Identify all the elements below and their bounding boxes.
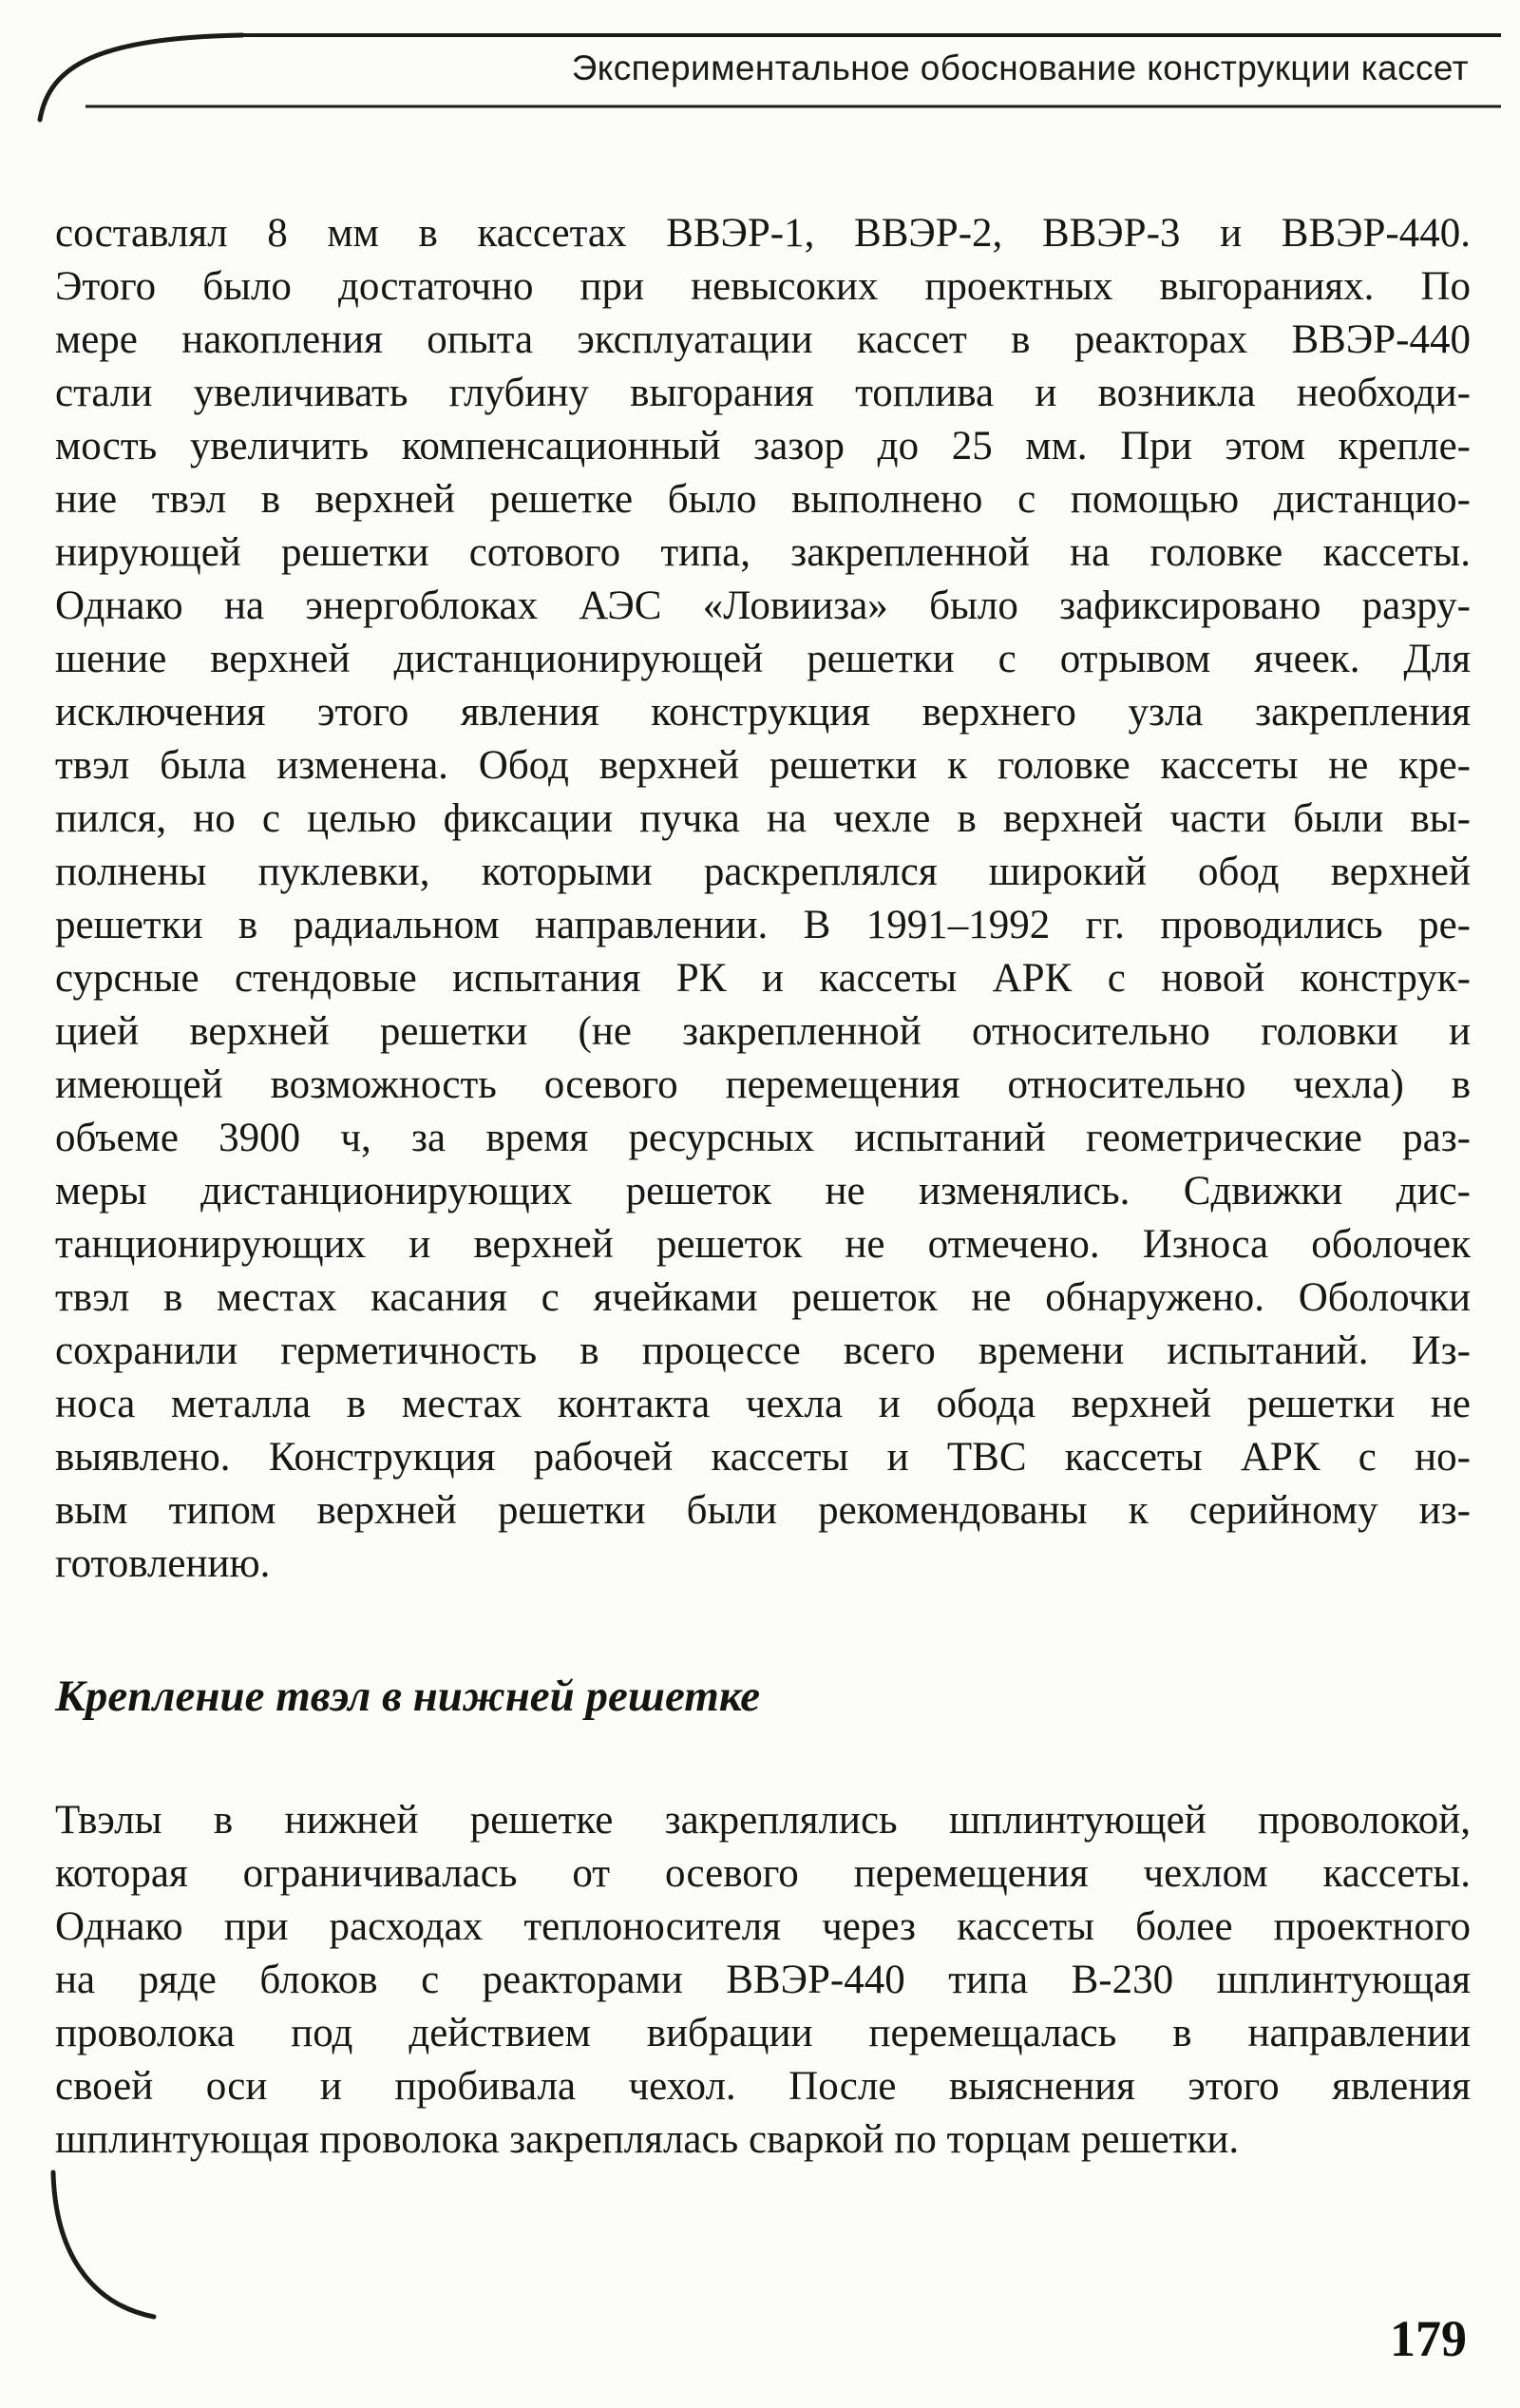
text-line: ние твэл в верхней решетке было выполнено с помощью дистанцио- bbox=[55, 477, 1471, 522]
text-line: которая ограничивалась от осевого перемещения чехлом кассеты. bbox=[55, 1851, 1471, 1896]
text-line: шплинтующая проволока закреплялась сваркой по торцам решетки. bbox=[55, 2117, 1240, 2162]
text-line: мере накопления опыта эксплуатации кассет в реакторах ВВЭР-440 bbox=[55, 317, 1471, 362]
section-heading: Крепление твэл в нижней решетке bbox=[55, 1672, 761, 1721]
text-line: проволока под действием вибрации перемещалась в направлении bbox=[55, 2011, 1471, 2055]
text-line: исключения этого явления конструкция верхнего узла закрепления bbox=[55, 690, 1471, 735]
text-line: шение верхней дистанционирующей решетки с отрывом ячеек. Для bbox=[55, 637, 1471, 681]
text-line: твэл в местах касания с ячейками решеток не обнаружено. Оболочки bbox=[55, 1275, 1471, 1320]
page-number: 179 bbox=[1390, 2310, 1467, 2367]
text-line: Этого было достаточно при невысоких проектных выгораниях. По bbox=[55, 264, 1471, 309]
text-line: нирующей решетки сотового типа, закрепленной на головке кассеты. bbox=[55, 530, 1471, 575]
paragraph-lower-grid bbox=[55, 1794, 1471, 2167]
text-line: имеющей возможность осевого перемещения относительно чехла) в bbox=[55, 1062, 1471, 1107]
running-header: Экспериментальное обоснование конструкции кассет bbox=[571, 48, 1469, 87]
text-line: составлял 8 мм в кассетах ВВЭР-1, ВВЭР-2, ВВЭР-3 и ВВЭР-440. bbox=[55, 211, 1471, 256]
text-line: вым типом верхней решетки были рекомендованы к серийному из- bbox=[55, 1488, 1471, 1533]
paragraph-continuation bbox=[55, 207, 1471, 1591]
text-line: выявлено. Конструкция рабочей кассеты и ТВС кассеты АРК с но- bbox=[55, 1435, 1471, 1480]
text-line: танционирующих и верхней решеток не отмечено. Износа оболочек bbox=[55, 1222, 1471, 1267]
text-line: сохранили герметичность в процессе всего времени испытаний. Из- bbox=[55, 1328, 1471, 1373]
text-line: Однако при расходах теплоносителя через кассеты более проектного bbox=[55, 1904, 1471, 1949]
text-line: твэл была изменена. Обод верхней решетки к головке кассеты не кре- bbox=[55, 743, 1471, 788]
text-line: мость увеличить компенсационный зазор до 25 мм. При этом крепле- bbox=[55, 424, 1471, 468]
text-line: на ряде блоков с реакторами ВВЭР-440 типа В-230 шплинтующая bbox=[55, 1958, 1471, 2002]
text-line: объеме 3900 ч, за время ресурсных испытаний геометрические раз- bbox=[55, 1116, 1471, 1160]
text-line: цией верхней решетки (не закрепленной относительно головки и bbox=[55, 1009, 1471, 1054]
text-line: своей оси и пробивала чехол. После выяснения этого явления bbox=[55, 2064, 1471, 2109]
text-line: Твэлы в нижней решетке закреплялись шплинтующей проволокой, bbox=[55, 1798, 1471, 1843]
text-line: меры дистанционирующих решеток не изменялись. Сдвижки дис- bbox=[55, 1169, 1471, 1214]
bottom-left-swash bbox=[53, 2172, 154, 2317]
text-line: готовлению. bbox=[55, 1541, 271, 1586]
text-line: сурсные стендовые испытания РК и кассеты АРК с новой конструк- bbox=[55, 956, 1471, 1001]
text-line: решетки в радиальном направлении. В 1991–1992 гг. проводились ре- bbox=[55, 903, 1471, 947]
text-line: стали увеличивать глубину выгорания топлива и возникла необходи- bbox=[55, 371, 1471, 415]
text-line: пился, но с целью фиксации пучка на чехле в верхней части были вы- bbox=[55, 796, 1471, 841]
text-line: Однако на энергоблоках АЭС «Ловииза» было зафиксировано разру- bbox=[55, 583, 1471, 628]
text-line: носа металла в местах контакта чехла и обода верхней решетки не bbox=[55, 1382, 1471, 1426]
text-line: полнены пуклевки, которыми раскреплялся широкий обод верхней bbox=[55, 850, 1471, 894]
